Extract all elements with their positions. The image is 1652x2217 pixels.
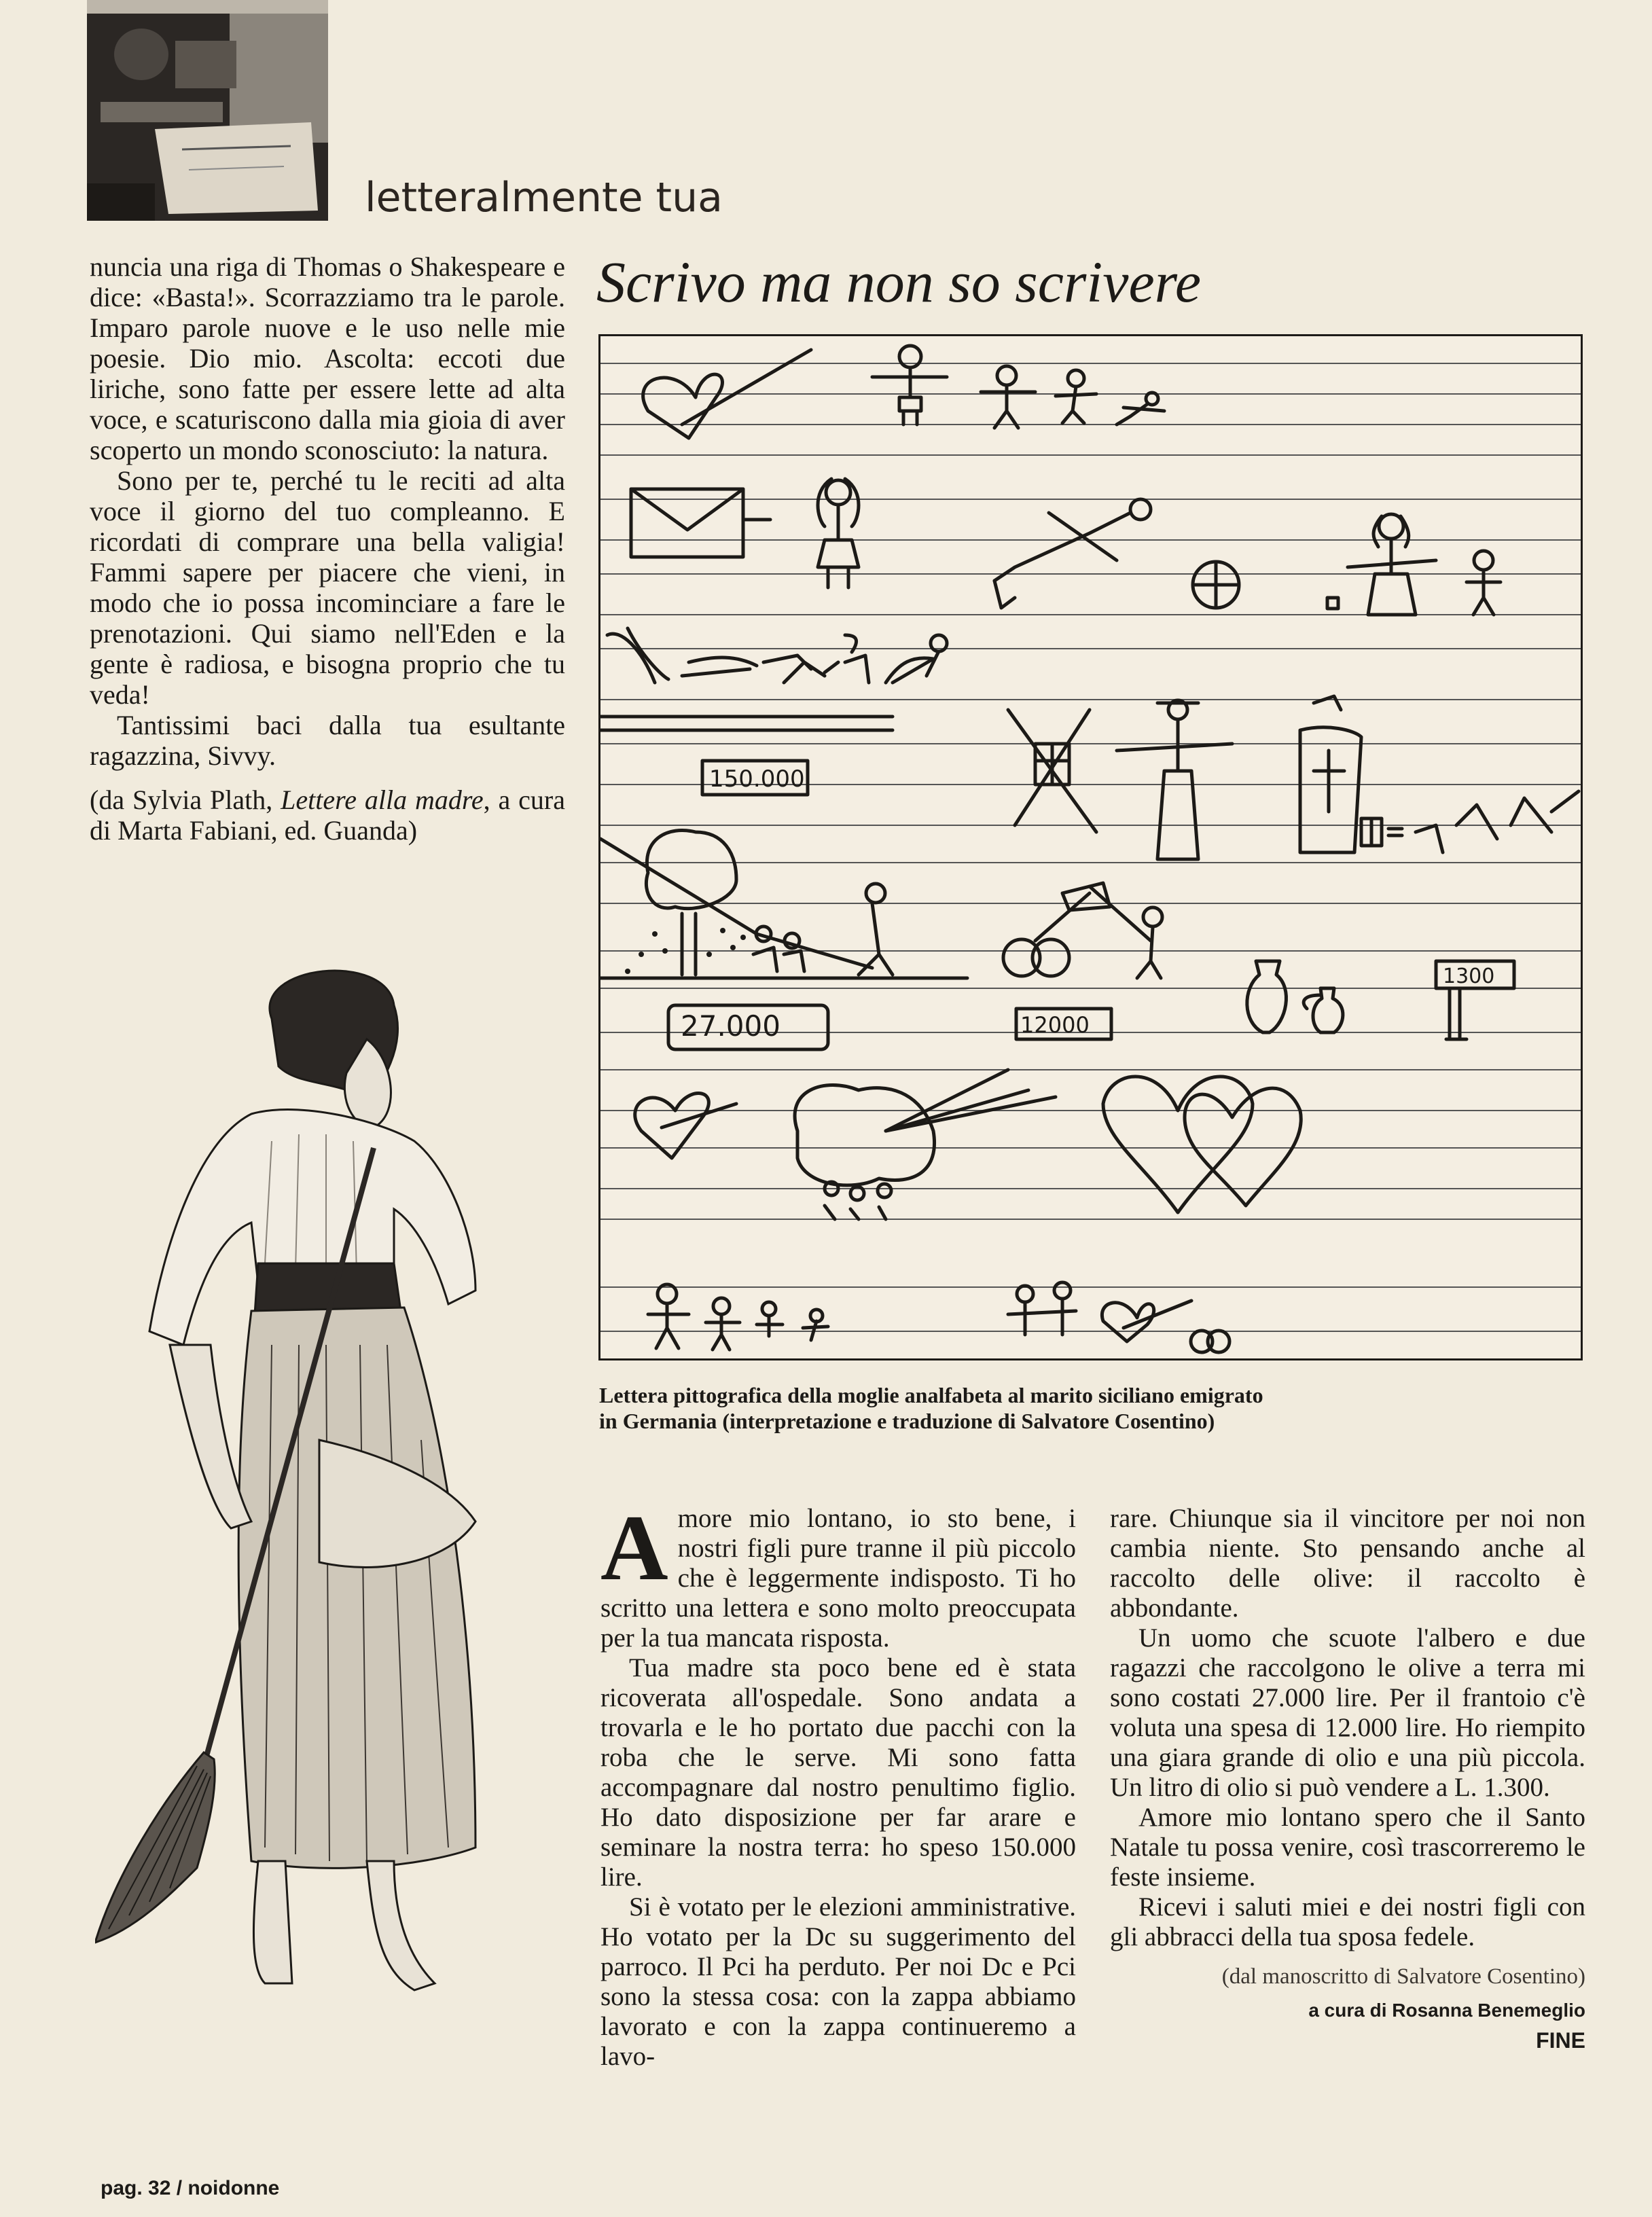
article-column-right	[1110, 1504, 1585, 2055]
article-column-left	[600, 1496, 1076, 2072]
paragraph: Amore mio lontano spero che il Santo Natale tu possa venire, così trascorreremo le feste insieme.	[1110, 1803, 1585, 1892]
amount-label: 12000	[1020, 1012, 1090, 1038]
paragraph: Tua madre sta poco bene ed è stata ricoverata all'ospedale. Sono andata a trovarla e le ho portato due pacchi con la roba che le serve. Mi sono fatta accompagnare dal nostro penultimo figlio. Ho dato disposizione per far arare e seminare la nostra terra: ho speso 150.000 lire.	[600, 1653, 1076, 1892]
section-title: letteralmente tua	[365, 174, 723, 221]
drop-cap: A	[600, 1496, 668, 1600]
amount-label: 27.000	[681, 1009, 780, 1043]
amount-label: 1300	[1443, 965, 1495, 988]
paragraph: Ricevi i saluti miei e dei nostri figli con gli abbracci della tua sposa fedele.	[1110, 1892, 1585, 1951]
paragraph: rare. Chiunque sia il vincitore per noi non cambia niente. Sto pensando anche al raccolto delle olive: il raccolto è abbondante.	[1110, 1504, 1585, 1623]
page-footer: pag. 32 / noidonne	[101, 2177, 280, 2199]
author-credit: a cura di Rosanna Benemeglio	[1308, 2000, 1585, 2021]
paragraph: Si è votato per le elezioni amministrative. Ho votato per la Dc su suggerimento del parroco. Il Pci ha perduto. Per noi Dc e Pci sono la stessa cosa: con la zappa abbiamo lavorato e con la zappa continueremo a lavo-	[600, 1892, 1076, 2071]
paragraph: Tantissimi baci dalla tua esultante ragazzina, Sivvy.	[90, 710, 565, 771]
woman-illustration	[95, 965, 571, 2065]
source-note: (dal manoscritto di Salvatore Cosentino)	[1221, 1964, 1585, 1989]
paragraph: Un uomo che scuote l'albero e due ragazzi che raccolgono le olive a terra mi sono costati 27.000 lire. Per il frantoio c'è voluta una spesa di 12.000 lire. Ho riempito una giara grande di olio e una più piccola. Un litro di olio si può vendere a L. 1.300.	[1110, 1623, 1585, 1802]
figure-caption: Lettera pittografica della moglie analfabeta al marito siciliano emigrato in Germania (interpretazione e traduzione di Salvatore Cosentino)	[599, 1383, 1263, 1433]
amount-label: 150.000	[709, 765, 805, 793]
header-photo	[87, 0, 328, 221]
paragraph: Sono per te, perché tu le reciti ad alta voce il giorno del tuo compleanno. E ricordati di comprare una bella valigia! Fammi sapere per piacere che vieni, in modo che io possa incominciare a fare le prenotazioni. Qui siamo nell'Eden e la gente è radiosa, e bisogna proprio che tu veda!	[90, 465, 565, 710]
paragraph: nuncia una riga di Thomas o Shakespeare e dice: «Basta!». Scorrazziamo tra le parole. Imparo parole nuove e le uso nelle mie poesie. Dio mio. Ascolta: eccoti due liriche, sono fatte per essere lette ad alta voce, e scaturiscono dalla mia gioia di aver scoperto un mondo sconosciuto: la natura.	[90, 251, 565, 465]
end-mark: FINE	[1536, 2028, 1585, 2053]
left-column-text	[90, 251, 565, 846]
paragraph: more mio lontano, io sto bene, i nostri figli pure tranne il più piccolo che è leggermente indisposto. Ti ho scritto una lettera e sono molto preoccupata per la tua mancata risposta.	[600, 1504, 1076, 1653]
article-headline: Scrivo ma non so scrivere	[596, 249, 1202, 314]
pictographic-letter	[598, 334, 1583, 1360]
source-title: Lettere alla madre	[281, 785, 484, 815]
source-citation: (da Sylvia Plath, Lettere alla madre, a cura di Marta Fabiani, ed. Guanda)	[90, 785, 565, 846]
